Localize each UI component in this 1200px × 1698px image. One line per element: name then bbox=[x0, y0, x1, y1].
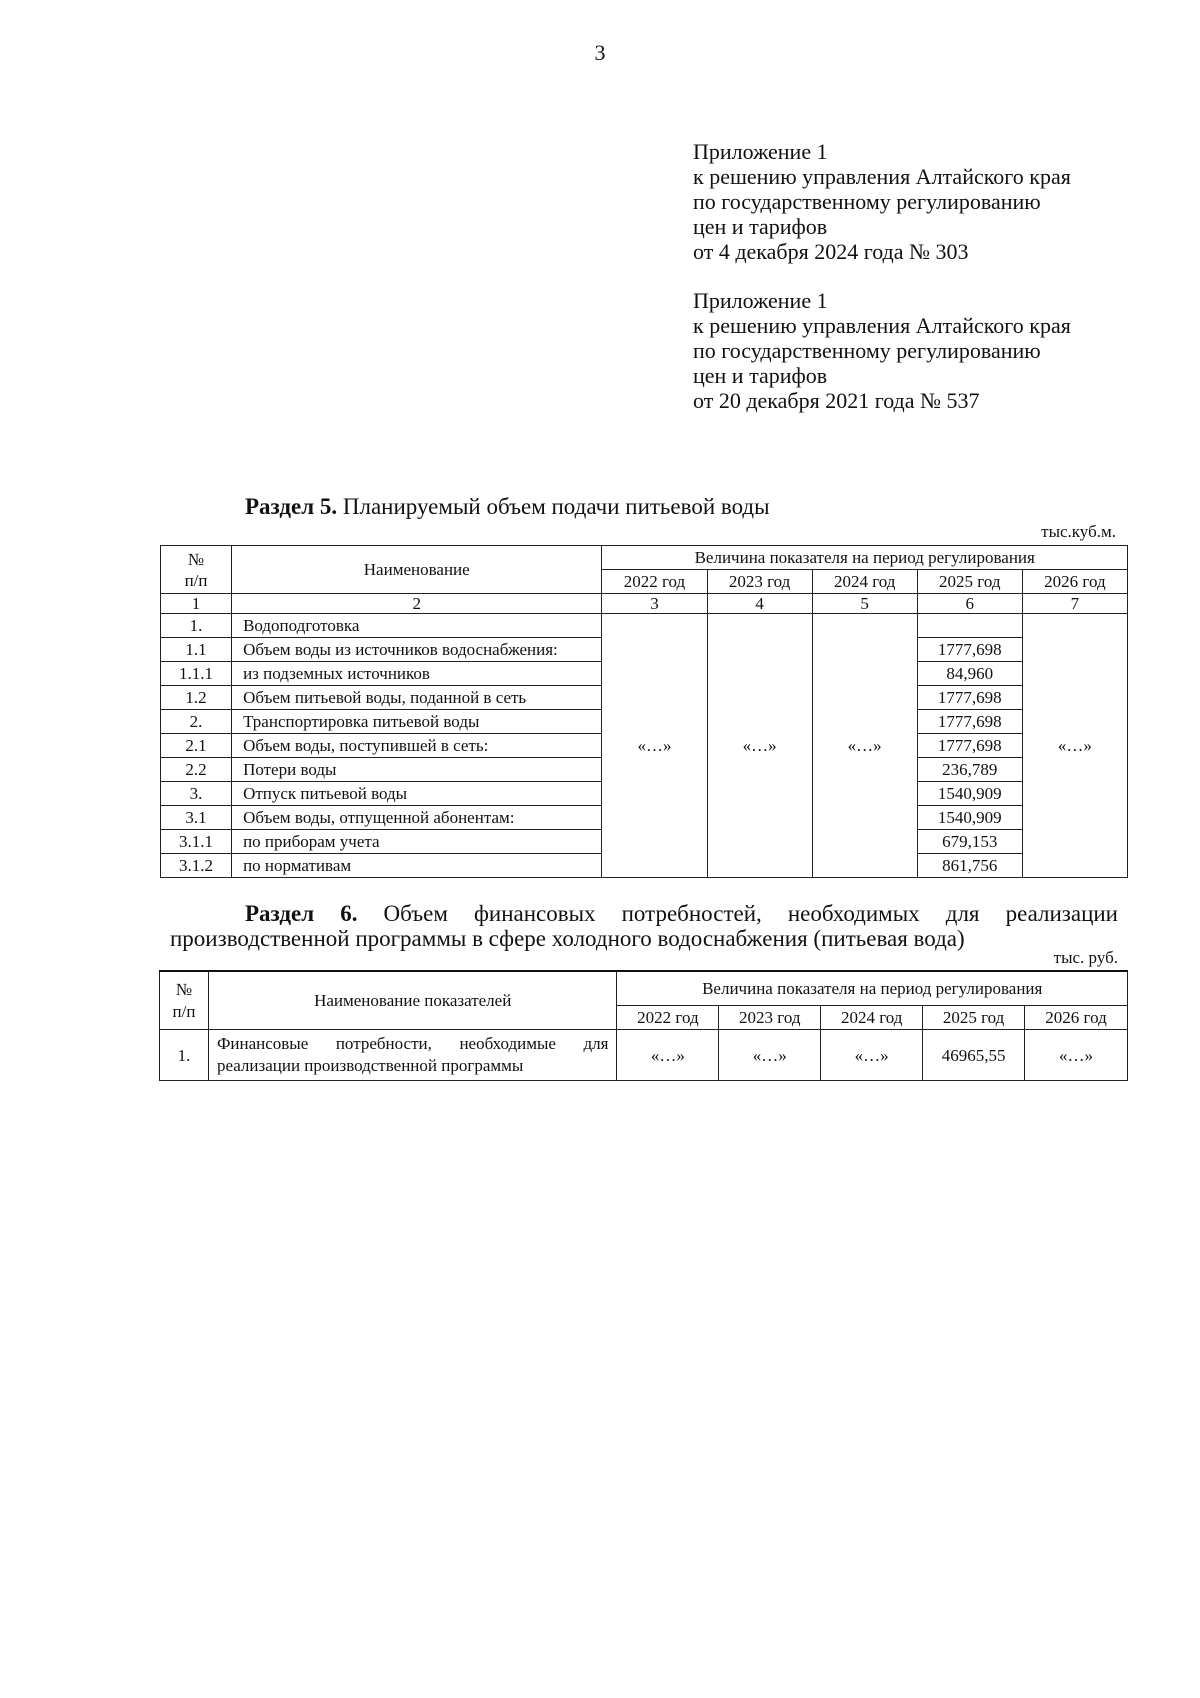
column-number: 4 bbox=[707, 594, 812, 614]
section6-unit: тыс. руб. bbox=[1053, 948, 1118, 967]
row-num: 1. bbox=[160, 1030, 209, 1081]
row-num: 1.2 bbox=[161, 686, 232, 710]
financial-needs-table bbox=[159, 970, 1128, 1081]
section5-title bbox=[245, 494, 770, 520]
value-2025: 1777,698 bbox=[917, 686, 1022, 710]
table-row bbox=[161, 614, 1128, 638]
header-name: Наименование показателей bbox=[208, 971, 617, 1030]
row-name: Объем воды, отпущенной абонентам: bbox=[232, 806, 602, 830]
column-number: 6 bbox=[917, 594, 1022, 614]
section5-unit: тыс.куб.м. bbox=[1041, 522, 1116, 541]
row-num: 3.1.1 bbox=[161, 830, 232, 854]
value-2025: 1777,698 bbox=[917, 710, 1022, 734]
section6-title bbox=[170, 901, 1118, 951]
row-num: 1.1 bbox=[161, 638, 232, 662]
value-2022: «…» bbox=[617, 1030, 719, 1081]
table-header-row bbox=[160, 971, 1128, 1006]
value-2023: «…» bbox=[719, 1030, 821, 1081]
row-name: по нормативам bbox=[232, 854, 602, 878]
row-num: 2.2 bbox=[161, 758, 232, 782]
water-volume-table bbox=[160, 545, 1128, 878]
column-number: 3 bbox=[602, 594, 707, 614]
appendix-line: к решению управления Алтайского края bbox=[693, 313, 1071, 338]
row-name: Транспортировка питьевой воды bbox=[232, 710, 602, 734]
row-num: 2.1 bbox=[161, 734, 232, 758]
column-number: 1 bbox=[161, 594, 232, 614]
header-period: Величина показателя на период регулирования bbox=[617, 971, 1128, 1006]
section6-title-text: Объем финансовых потребностей, необходимых для реализации производственной программы в сфере холодного водоснабжения (питьевая вода) bbox=[170, 901, 1118, 951]
section5-label: Раздел 5. bbox=[245, 494, 338, 519]
value-2026: «…» bbox=[1025, 1030, 1128, 1081]
row-num: 3. bbox=[161, 782, 232, 806]
value-2025: 861,756 bbox=[917, 854, 1022, 878]
header-year: 2026 год bbox=[1025, 1006, 1128, 1030]
row-name: Потери воды bbox=[232, 758, 602, 782]
appendix-block-original bbox=[693, 288, 1071, 413]
header-period: Величина показателя на период регулирования bbox=[602, 546, 1128, 570]
column-number: 7 bbox=[1022, 594, 1127, 614]
value-2025: 236,789 bbox=[917, 758, 1022, 782]
value-2026: «…» bbox=[1022, 614, 1127, 878]
row-name: Финансовые потребности, необходимые для реализации производственной программы bbox=[208, 1030, 617, 1081]
column-number: 5 bbox=[812, 594, 917, 614]
row-num: 1.1.1 bbox=[161, 662, 232, 686]
value-2025 bbox=[917, 614, 1022, 638]
row-name: Отпуск питьевой воды bbox=[232, 782, 602, 806]
header-year: 2025 год bbox=[917, 570, 1022, 594]
header-year: 2024 год bbox=[812, 570, 917, 594]
appendix-line: от 4 декабря 2024 года № 303 bbox=[693, 239, 969, 264]
value-2024: «…» bbox=[812, 614, 917, 878]
row-name: Водоподготовка bbox=[232, 614, 602, 638]
section5-title-text: Планируемый объем подачи питьевой воды bbox=[337, 494, 770, 519]
value-2025: 1540,909 bbox=[917, 782, 1022, 806]
appendix-line: по государственному регулированию bbox=[693, 189, 1041, 214]
appendix-line: Приложение 1 bbox=[693, 139, 828, 164]
header-name: Наименование bbox=[232, 546, 602, 594]
header-year: 2026 год bbox=[1022, 570, 1127, 594]
header-year: 2023 год bbox=[707, 570, 812, 594]
row-num: 3.1.2 bbox=[161, 854, 232, 878]
value-2025: 1777,698 bbox=[917, 638, 1022, 662]
value-2022: «…» bbox=[602, 614, 707, 878]
page-number: 3 bbox=[594, 40, 606, 65]
header-year: 2022 год bbox=[602, 570, 707, 594]
section6-label: Раздел 6. bbox=[245, 901, 358, 926]
appendix-block-current bbox=[693, 139, 1071, 264]
header-year: 2023 год bbox=[719, 1006, 821, 1030]
value-2025: 679,153 bbox=[917, 830, 1022, 854]
row-name: Объем воды из источников водоснабжения: bbox=[232, 638, 602, 662]
appendix-line: цен и тарифов bbox=[693, 363, 828, 388]
table-row bbox=[160, 1030, 1128, 1081]
value-2025: 46965,55 bbox=[923, 1030, 1025, 1081]
appendix-line: цен и тарифов bbox=[693, 214, 828, 239]
row-name: Объем питьевой воды, поданной в сеть bbox=[232, 686, 602, 710]
column-number-row bbox=[161, 594, 1128, 614]
row-name: из подземных источников bbox=[232, 662, 602, 686]
appendix-line: к решению управления Алтайского края bbox=[693, 164, 1071, 189]
header-num: № п/п bbox=[160, 971, 209, 1030]
header-num: № п/п bbox=[161, 546, 232, 594]
table-header-row bbox=[161, 546, 1128, 570]
value-2024: «…» bbox=[821, 1030, 923, 1081]
row-num: 3.1 bbox=[161, 806, 232, 830]
header-year: 2022 год bbox=[617, 1006, 719, 1030]
appendix-line: по государственному регулированию bbox=[693, 338, 1041, 363]
header-year: 2025 год bbox=[923, 1006, 1025, 1030]
header-year: 2024 год bbox=[821, 1006, 923, 1030]
value-2025: 84,960 bbox=[917, 662, 1022, 686]
value-2025: 1540,909 bbox=[917, 806, 1022, 830]
row-name: Объем воды, поступившей в сеть: bbox=[232, 734, 602, 758]
value-2025: 1777,698 bbox=[917, 734, 1022, 758]
value-2023: «…» bbox=[707, 614, 812, 878]
column-number: 2 bbox=[232, 594, 602, 614]
appendix-line: Приложение 1 bbox=[693, 288, 828, 313]
row-num: 1. bbox=[161, 614, 232, 638]
row-num: 2. bbox=[161, 710, 232, 734]
appendix-line: от 20 декабря 2021 года № 537 bbox=[693, 388, 980, 413]
row-name: по приборам учета bbox=[232, 830, 602, 854]
